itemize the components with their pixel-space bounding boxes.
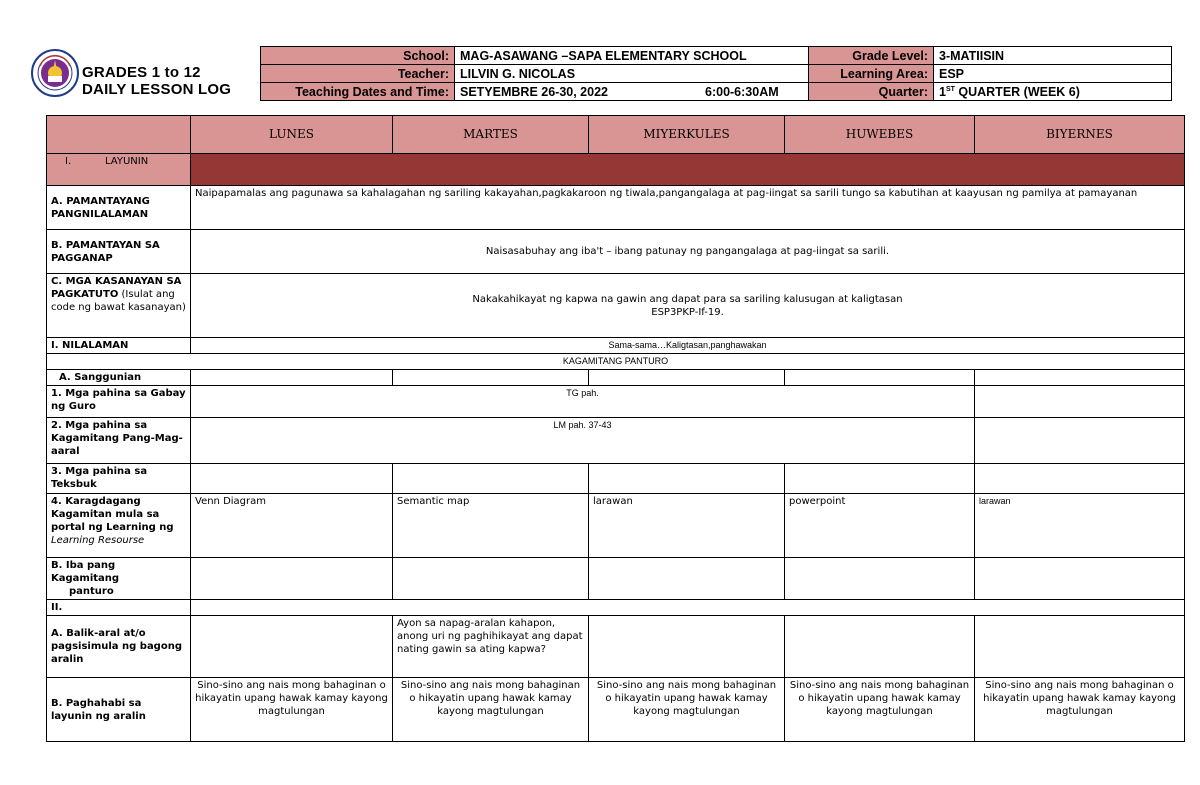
- gabay-row: [47, 386, 1185, 418]
- teksbuk-row: [47, 464, 1185, 494]
- day-huwebes: HUWEBES: [785, 116, 975, 154]
- pagganap-row: [47, 230, 1185, 274]
- kasanayan-row: [47, 274, 1185, 338]
- teaching-dates-label: Teaching Dates and Time:: [261, 83, 455, 101]
- lm-label: 2. Mga pahina sa Kagamitang Pang-Mag-aaral: [47, 418, 191, 464]
- day-header-corner: [47, 116, 191, 154]
- day-biyernes: BIYERNES: [975, 116, 1185, 154]
- title-line-2: DAILY LESSON LOG: [82, 81, 232, 98]
- school-label: School:: [261, 47, 455, 65]
- kagamitan-row: [47, 354, 1185, 370]
- iba-thu: [785, 558, 975, 600]
- grade-level-value: 3-MATIISIN: [934, 47, 1172, 65]
- balik-aral-mon: [191, 616, 393, 678]
- iba-tue: [393, 558, 589, 600]
- teacher-value: LILVIN G. NICOLAS: [455, 65, 809, 83]
- sanggunian-wed: [589, 370, 785, 386]
- nilalaman-label: I. NILALAMAN: [47, 338, 191, 354]
- layunin-label: I. LAYUNIN: [47, 154, 191, 186]
- paghahabi-wed: Sino-sino ang nais mong bahaginan o hikayatin upang hawak kamay kayong magtulungan: [589, 678, 785, 742]
- teksbuk-wed: [589, 464, 785, 494]
- iba-wed: [589, 558, 785, 600]
- day-header-row: [47, 116, 1185, 154]
- layunin-bar: [191, 154, 1185, 186]
- section-ii-label: II.: [47, 600, 191, 616]
- day-miyerkules: MIYERKULES: [589, 116, 785, 154]
- karagdagang-wed: larawan: [589, 494, 785, 558]
- school-value: MAG-ASAWANG –SAPA ELEMENTARY SCHOOL: [455, 47, 809, 65]
- karagdagang-label: 4. Karagdagang Kagamitan mula sa portal ng Learning ng Learning Resourse: [47, 494, 191, 558]
- lesson-log-table: [46, 115, 1185, 742]
- karagdagang-thu: powerpoint: [785, 494, 975, 558]
- pagganap-label: B. PAMANTAYAN SA PAGGANAP: [47, 230, 191, 274]
- time-text: 6:00-6:30AM: [705, 84, 779, 99]
- paghahabi-thu: Sino-sino ang nais mong bahaginan o hikayatin upang hawak kamay kayong magtulungan: [785, 678, 975, 742]
- balik-aral-label: A. Balik-aral at/o pagsisimula ng bagong aralin: [47, 616, 191, 678]
- grade-level-label: Grade Level:: [809, 47, 934, 65]
- title-line-1: GRADES 1 to 12: [82, 64, 201, 81]
- section-ii-row: [47, 600, 1185, 616]
- balik-aral-tue: Ayon sa napag-aralan kahapon, anong uri ng paghihikayat ang dapat nating gawin sa ating kapwa?: [393, 616, 589, 678]
- deped-seal-icon: [30, 46, 80, 100]
- paghahabi-tue: Sino-sino ang nais mong bahaginan o hikayatin upang hawak kamay kayong magtulungan: [393, 678, 589, 742]
- pamantayang-value: Naipapamalas ang pagunawa sa kahalagahan ng sariling kakayahan,pagkakaroon ng tiwala,pangangalaga at pag-iingat sa sarili tungo sa kabutihan at kaayusan ng pamilya at pamayanan: [191, 186, 1185, 230]
- teacher-label: Teacher:: [261, 65, 455, 83]
- dates-text: SETYEMBRE 26-30, 2022: [460, 84, 608, 99]
- paghahabi-fri: Sino-sino ang nais mong bahaginan o hikayatin upang hawak kamay kayong magtulungan: [975, 678, 1185, 742]
- balik-aral-fri: [975, 616, 1185, 678]
- layunin-row: [47, 154, 1185, 186]
- pagganap-value: Naisasabuhay ang iba't – ibang patunay ng pangangalaga at pag-iingat sa sarili.: [191, 230, 1185, 274]
- paghahabi-label: B. Paghahabi sa layunin ng aralin: [47, 678, 191, 742]
- quarter-label: Quarter:: [809, 83, 934, 101]
- teksbuk-mon: [191, 464, 393, 494]
- iba-mon: [191, 558, 393, 600]
- sanggunian-thu: [785, 370, 975, 386]
- sanggunian-row: [47, 370, 1185, 386]
- balik-aral-row: [47, 616, 1185, 678]
- paghahabi-mon: Sino-sino ang nais mong bahaginan o hikayatin upang hawak kamay kayong magtulungan: [191, 678, 393, 742]
- section-ii-bar: [191, 600, 1185, 616]
- balik-aral-wed: [589, 616, 785, 678]
- pamantayang-label: A. PAMANTAYANG PANGNILALAMAN: [47, 186, 191, 230]
- gabay-label: 1. Mga pahina sa Gabay ng Guro: [47, 386, 191, 418]
- document-title: [82, 64, 231, 98]
- learning-area-value: ESP: [934, 65, 1172, 83]
- teksbuk-thu: [785, 464, 975, 494]
- kasanayan-code: ESP3PKP-If-19.: [651, 306, 724, 318]
- nilalaman-row: [47, 338, 1185, 354]
- kasanayan-label: C. MGA KASANAYAN SA PAGKATUTO (Isulat ang code ng bawat kasanayan): [47, 274, 191, 338]
- lm-row: [47, 418, 1185, 464]
- day-martes: MARTES: [393, 116, 589, 154]
- pamantayang-row: [47, 186, 1185, 230]
- kasanayan-line-1: Nakakahikayat ng kapwa na gawin ang dapat para sa sariling kalusugan at kaligtasan: [472, 293, 903, 305]
- gabay-value: TG pah.: [191, 386, 975, 418]
- iba-row: [47, 558, 1185, 600]
- lm-value: LM pah. 37-43: [191, 418, 975, 464]
- sanggunian-tue: [393, 370, 589, 386]
- paghahabi-row: [47, 678, 1185, 742]
- teaching-dates-value: [455, 83, 809, 101]
- teksbuk-fri: [975, 464, 1185, 494]
- sanggunian-mon: [191, 370, 393, 386]
- header: [30, 46, 1172, 102]
- teksbuk-tue: [393, 464, 589, 494]
- kagamitan-heading: KAGAMITANG PANTURO: [47, 354, 1185, 370]
- day-lunes: LUNES: [191, 116, 393, 154]
- karagdagang-row: [47, 494, 1185, 558]
- kasanayan-value: [191, 274, 1185, 338]
- balik-aral-thu: [785, 616, 975, 678]
- karagdagang-tue: Semantic map: [393, 494, 589, 558]
- gabay-fri: [975, 386, 1185, 418]
- nilalaman-value: Sama-sama…Kaligtasan,panghawakan: [191, 338, 1185, 354]
- info-table: [260, 46, 1172, 101]
- iba-label: B. Iba pang Kagamitang panturo: [47, 558, 191, 600]
- quarter-value: 1ST QUARTER (WEEK 6): [934, 83, 1172, 101]
- teksbuk-label: 3. Mga pahina sa Teksbuk: [47, 464, 191, 494]
- sanggunian-fri: [975, 370, 1185, 386]
- karagdagang-mon: Venn Diagram: [191, 494, 393, 558]
- lm-fri: [975, 418, 1185, 464]
- iba-fri: [975, 558, 1185, 600]
- sanggunian-label: A. Sanggunian: [47, 370, 191, 386]
- learning-area-label: Learning Area:: [809, 65, 934, 83]
- karagdagang-fri: larawan: [975, 494, 1185, 558]
